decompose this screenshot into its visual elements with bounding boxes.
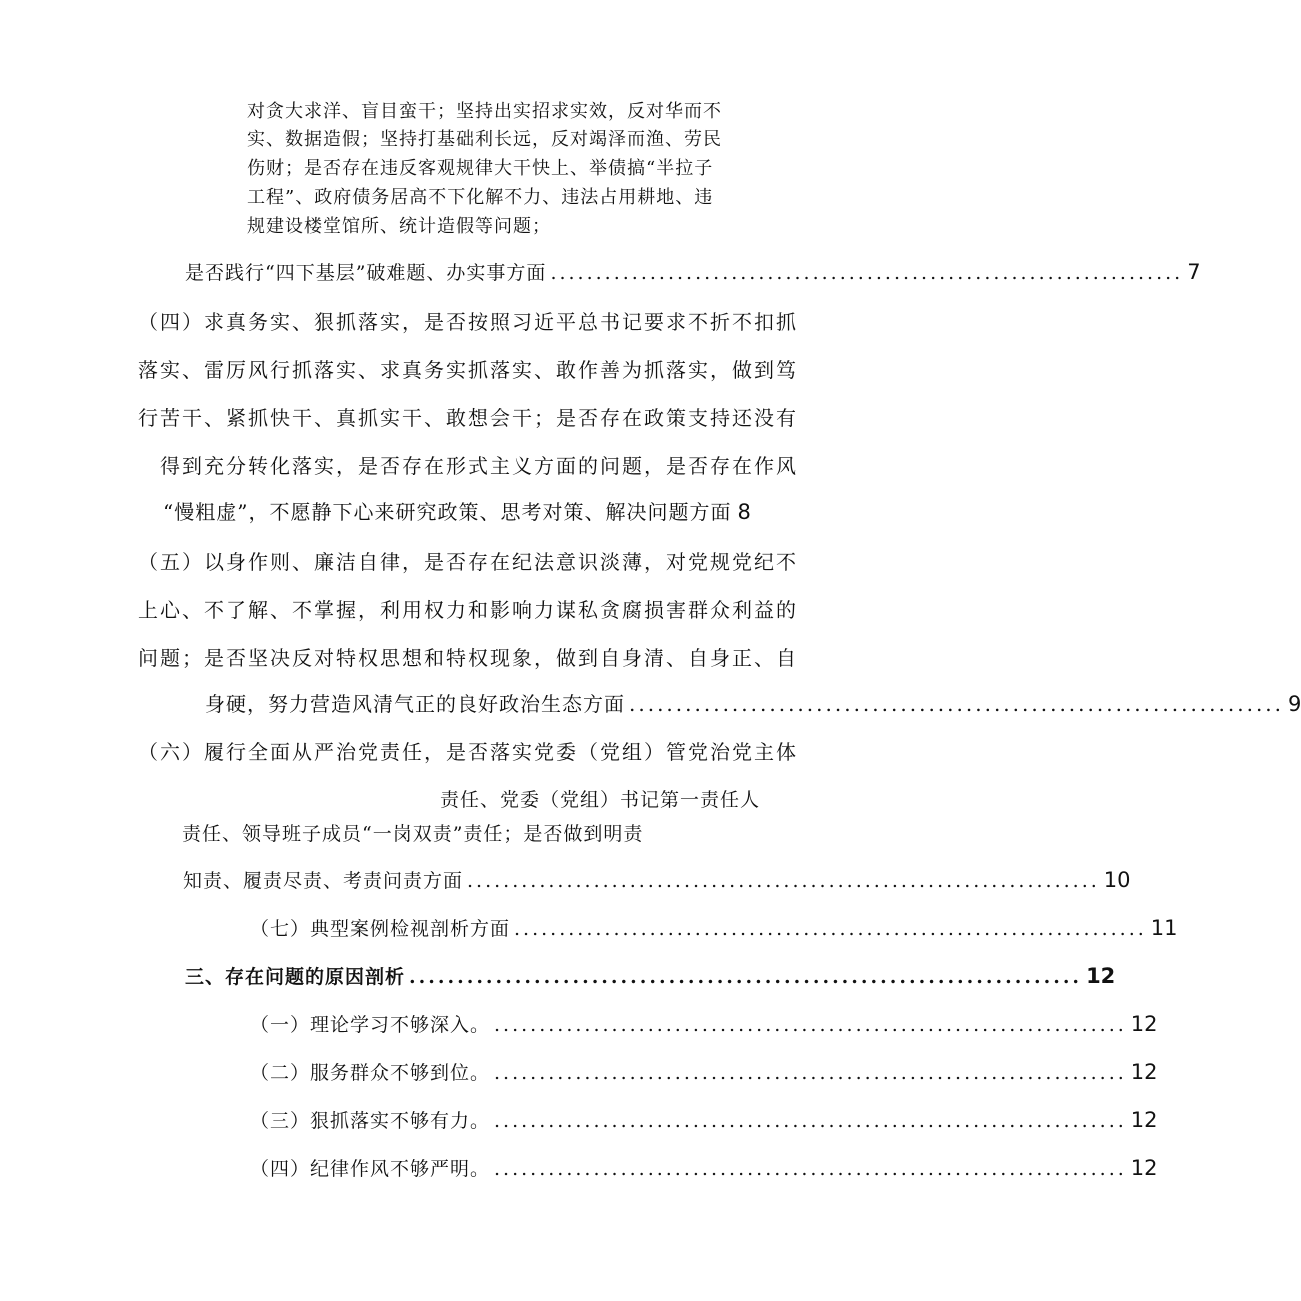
toc-page-number: 12 <box>1130 1060 1158 1084</box>
toc-entry[interactable] <box>250 916 1178 941</box>
toc-entry[interactable] <box>163 500 793 524</box>
toc-entry-text: 三、存在问题的原因剖析 <box>185 966 406 988</box>
body-text-line: 行苦干、紧抓快干、真抓实干、敢想会干；是否存在政策支持还没有 <box>138 406 798 430</box>
toc-section-entry[interactable] <box>185 964 1116 989</box>
toc-entry[interactable] <box>185 260 1201 285</box>
body-text-line: 得到充分转化落实，是否存在形式主义方面的问题，是否存在作风 <box>160 454 798 478</box>
toc-page-number: 8 <box>737 500 751 524</box>
body-text-line: 落实、雷厉风行抓落实、求真务实抓落实、敢作善为抓落实，做到笃 <box>138 358 798 382</box>
toc-leader-dots: ...................................................................... <box>494 1014 1127 1036</box>
toc-entry[interactable] <box>250 1060 1158 1085</box>
toc-leader-dots: ...................................................................... <box>494 1110 1127 1132</box>
toc-entry[interactable] <box>250 1012 1158 1037</box>
body-text-line: 规建设楼堂馆所、统计造假等问题； <box>247 216 551 237</box>
body-text-line: （五）以身作则、廉洁自律，是否存在纪法意识淡薄，对党规党纪不 <box>138 550 798 574</box>
body-text-line: 伤财；是否存在违反客观规律大干快上、举债搞“半拉子 <box>247 158 714 179</box>
toc-entry-text: 是否践行“四下基层”破难题、办实事方面 <box>185 262 547 284</box>
body-text-line: 工程”、政府债务居高不下化解不力、违法占用耕地、违 <box>247 187 714 208</box>
body-text-line: 责任、领导班子成员“一岗双责”责任；是否做到明责 <box>182 823 644 845</box>
toc-leader-dots: ...................................................................... <box>550 262 1184 284</box>
body-text-line: （六）履行全面从严治党责任，是否落实党委（党组）管党治党主体 <box>138 740 798 764</box>
toc-entry[interactable] <box>205 692 1301 716</box>
toc-page-number: 10 <box>1103 868 1131 892</box>
body-text-line: （四）求真务实、狠抓落实，是否按照习近平总书记要求不折不扣抓 <box>138 310 798 334</box>
toc-leader-dots: ...................................................................... <box>629 692 1285 716</box>
toc-page-number: 11 <box>1150 916 1178 940</box>
toc-page-number: 12 <box>1086 964 1116 988</box>
toc-entry[interactable] <box>250 1108 1158 1133</box>
toc-page-number: 7 <box>1187 260 1201 284</box>
toc-leader-dots: ...................................................................... <box>514 918 1147 940</box>
toc-leader-dots: ...................................................................... <box>494 1158 1127 1180</box>
toc-leader-dots: ...................................................................... <box>409 966 1083 988</box>
body-text-line: 问题；是否坚决反对特权思想和特权现象，做到自身清、自身正、自 <box>138 646 798 670</box>
toc-page-number: 12 <box>1130 1156 1158 1180</box>
toc-page-number: 12 <box>1130 1012 1158 1036</box>
body-text-line: 责任、党委（党组）书记第一责任人 <box>440 789 761 811</box>
toc-entry-text: “慢粗虚”，不愿静下心来研究政策、思考对策、解决问题方面 <box>163 500 732 524</box>
toc-leader-dots: ...................................................................... <box>467 870 1100 892</box>
toc-entry-text: 知责、履责尽责、考责问责方面 <box>183 870 464 892</box>
toc-page-number: 9 <box>1288 692 1301 716</box>
toc-entry-text: （三）狠抓落实不够有力。 <box>250 1110 491 1132</box>
toc-page-number: 12 <box>1130 1108 1158 1132</box>
toc-entry[interactable] <box>183 868 1131 893</box>
toc-entry-text: （四）纪律作风不够严明。 <box>250 1158 491 1180</box>
body-text-line: 实、数据造假；坚持打基础利长远，反对竭泽而渔、劳民 <box>247 129 722 150</box>
toc-entry-text: 身硬，努力营造风清气正的良好政治生态方面 <box>205 692 625 716</box>
toc-entry[interactable] <box>250 1156 1158 1181</box>
body-text-line: 上心、不了解、不掌握，利用权力和影响力谋私贪腐损害群众利益的 <box>138 598 798 622</box>
toc-entry-text: （七）典型案例检视剖析方面 <box>250 918 511 940</box>
toc-leader-dots: ...................................................................... <box>494 1062 1127 1084</box>
body-text-line: 对贪大求洋、盲目蛮干；坚持出实招求实效，反对华而不 <box>247 101 722 122</box>
toc-entry-text: （一）理论学习不够深入。 <box>250 1014 491 1036</box>
toc-entry-text: （二）服务群众不够到位。 <box>250 1062 491 1084</box>
